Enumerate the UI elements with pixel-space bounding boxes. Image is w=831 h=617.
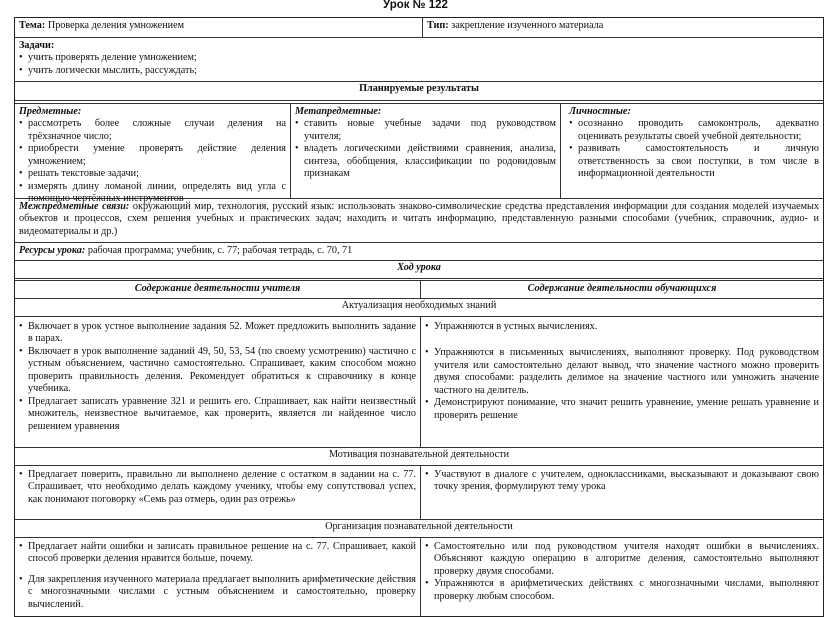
topic-row bbox=[15, 18, 823, 37]
list-item: • Упражняются в арифметических действиях с многозначными числами, выполняют проверку любым способом. bbox=[425, 578, 819, 603]
interdisciplinary-text: окружающий мир, технология, русский язык: использовать знаково-символические средства представления информации для создания моделей изучаемых объектов и процессов, схем решения учебных и практических задач; находить и читать информацию, представленную разными способами (учебник, справочник, аудио- и видеоматериалы и др.) bbox=[19, 201, 819, 237]
list-item: • Упражняются в письменных вычислениях, выполняют проверку. Под руководством учителя или самостоятельно делают вывод, что значение частного можно проверить двумя способами: разделить делимое на значение частного или умножить значение частного на делитель. bbox=[425, 347, 819, 397]
lesson-flow-heading: Ход урока bbox=[15, 260, 823, 279]
lesson-plan-table bbox=[14, 17, 824, 617]
list-item: • ставить новые учебные задачи под руководством учителя; bbox=[295, 118, 556, 143]
resources-text: рабочая программа; учебник, с. 77; рабочая тетрадь, с. 70, 71 bbox=[87, 245, 353, 256]
stage-title: Организация познавательной деятельности bbox=[15, 519, 823, 537]
list-item: • Для закрепления изученного материала предлагает выполнить арифметические действия с многозначными числами с устным объяснением и самостоятельно, проверку вычислений. bbox=[19, 574, 416, 611]
subject-results bbox=[15, 104, 290, 205]
student-activities-list bbox=[425, 321, 819, 422]
tasks-list bbox=[19, 52, 819, 77]
student-activities bbox=[420, 538, 823, 616]
list-item: • учить логически мыслить, рассуждать; bbox=[19, 65, 819, 77]
meta-results-label: Метапредметные: bbox=[295, 106, 382, 117]
teacher-activities-list bbox=[19, 541, 416, 611]
stage-content bbox=[15, 465, 823, 519]
interdisciplinary-label: Межпредметные связи: bbox=[19, 201, 130, 212]
teacher-column-header: Содержание деятельности учителя bbox=[134, 283, 301, 294]
teacher-activities bbox=[15, 538, 420, 616]
personal-results-list bbox=[569, 118, 819, 180]
tasks-label: Задачи: bbox=[19, 40, 55, 51]
meta-results-list bbox=[295, 118, 556, 180]
teacher-activities bbox=[15, 317, 420, 447]
list-item: • приобрести умение проверять действие деления умножением; bbox=[19, 143, 286, 168]
teacher-activities bbox=[15, 466, 420, 519]
list-item: • Предлагает записать уравнение 321 и решить его. Спрашивает, как найти неизвестный множитель, неизвестное вычитаемое, как проверить, является ли найденное число решением уравнения bbox=[19, 396, 416, 433]
student-activities-list bbox=[425, 541, 819, 603]
stage-title: Мотивация познавательной деятельности bbox=[15, 447, 823, 465]
lesson-title: Урок № 122 bbox=[383, 0, 448, 11]
planned-results-heading: Планируемые результаты bbox=[15, 81, 823, 101]
list-item: • Включает в урок устное выполнение задания 52. Может предложить выполнить задание в парах. bbox=[19, 321, 416, 346]
list-item: • Предлагает поверить, правильно ли выполнено деление с остатком в задании на с. 77. Спрашивает, что необходимо делать каждому ученику, чтобы ему сопутствовал успех, как понимают поговорку «Семь раз отмерь, один раз отрежь» bbox=[19, 469, 416, 506]
list-item: • учить проверять деление умножением; bbox=[19, 52, 819, 64]
type-value: закрепление изученного материала bbox=[451, 20, 604, 31]
topic-label: Тема: bbox=[19, 20, 46, 31]
list-item: • Включает в урок выполнение заданий 49, 50, 53, 54 (по своему усмотрению) частично с устным объяснением, частично самостоятельно. Спрашивает, каким способом можно проверить правильность деления. Рекомендует обратиться к справочнику в конце учебника. bbox=[19, 346, 416, 396]
stage-content bbox=[15, 537, 823, 616]
list-item: • Участвуют в диалоге с учителем, одноклассниками, высказывают и доказывают свою точку зрения, формулируют тему урока bbox=[425, 469, 819, 494]
lesson-flow-columns bbox=[15, 280, 823, 298]
student-activities-list bbox=[425, 469, 819, 494]
list-item: • Предлагает найти ошибки и записать правильное решение на с. 77. Спрашивает, какой способ проверки деления нравится больше, почему. bbox=[19, 541, 416, 566]
tasks-row bbox=[15, 37, 823, 81]
type-cell bbox=[422, 18, 823, 37]
list-item: • развивать самостоятельность и личную ответственность за свои поступки, в том числе в информационной деятельности bbox=[569, 143, 819, 180]
list-item: • измерять длину ломаной линии, определять вид угла с помощью чертёжных инструментов bbox=[19, 181, 286, 206]
meta-results bbox=[290, 104, 560, 198]
list-item: • рассмотреть более сложные случаи деления на трёхзначное число; bbox=[19, 118, 286, 143]
type-label: Тип: bbox=[427, 20, 449, 31]
resources-label: Ресурсы урока: bbox=[19, 245, 86, 256]
student-activities bbox=[420, 466, 823, 519]
list-item: • Упражняются в устных вычислениях. bbox=[425, 321, 819, 333]
list-item: • Демонстрируют понимание, что значит решить уравнение, умение решать уравнение и проверять решение bbox=[425, 397, 819, 422]
topic-cell bbox=[15, 18, 422, 37]
planned-results-row bbox=[15, 103, 823, 205]
stage-title: Актуализация необходимых знаний bbox=[15, 298, 823, 316]
teacher-activities-list bbox=[19, 469, 416, 506]
subject-results-label: Предметные: bbox=[19, 106, 82, 117]
stage-content bbox=[15, 316, 823, 447]
list-item: • решать текстовые задачи; bbox=[19, 168, 286, 180]
student-activities bbox=[420, 317, 823, 447]
subject-results-list bbox=[19, 118, 286, 205]
list-item: • осознанно проводить самоконтроль, адекватно оценивать результаты своей учебной деятельности; bbox=[569, 118, 819, 143]
teacher-activities-list bbox=[19, 321, 416, 433]
personal-results bbox=[560, 104, 823, 198]
topic-value: Проверка деления умножением bbox=[47, 20, 185, 31]
students-column-header: Содержание деятельности обучающихся bbox=[420, 281, 823, 298]
list-item: • владеть логическими действиями сравнения, анализа, синтеза, обобщения, классификации по родовидовым признакам bbox=[295, 143, 556, 180]
list-item: • Самостоятельно или под руководством учителя находят ошибки в вычислениях. Объясняют каждую операцию в алгоритме деления, самостоятельно выполняют проверку двумя способами. bbox=[425, 541, 819, 578]
resources-row bbox=[15, 242, 823, 260]
personal-results-label: Личностные: bbox=[569, 106, 631, 117]
